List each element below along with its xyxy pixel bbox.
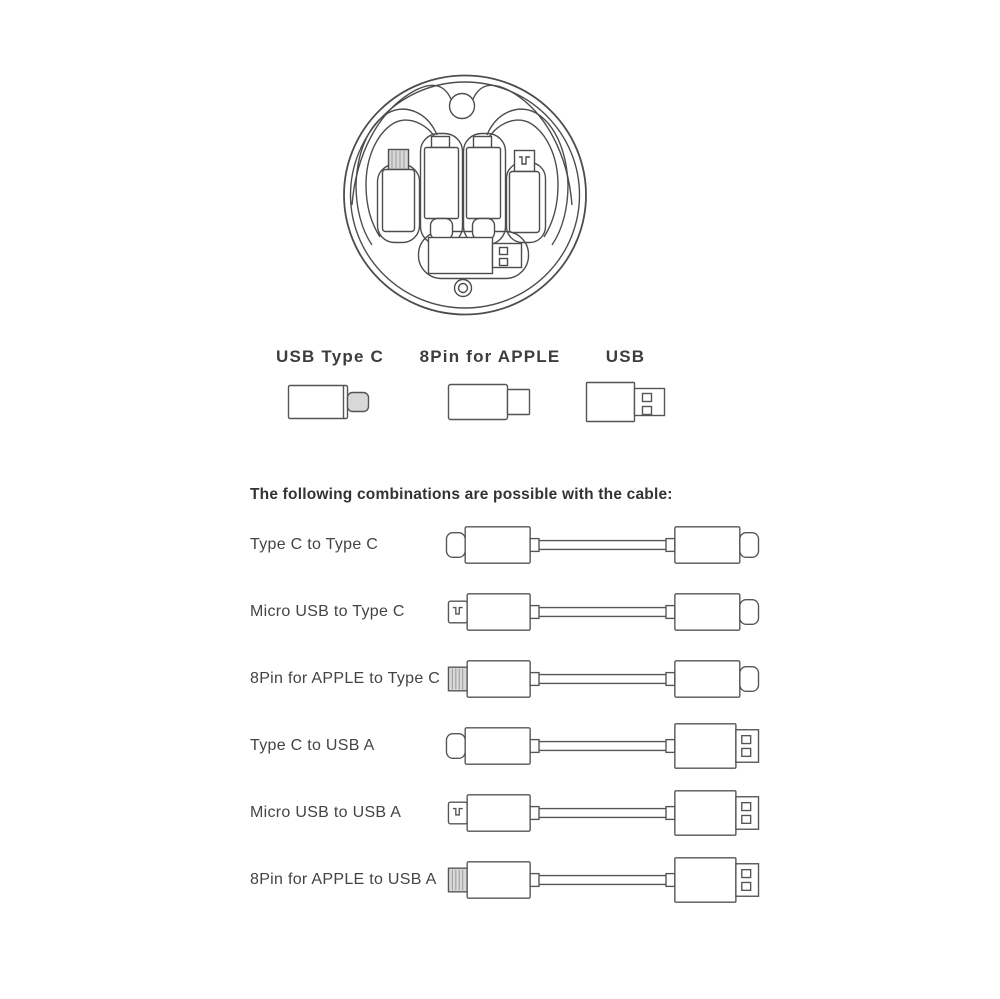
combination-row-2 [0,578,1000,645]
adapter-label: 8Pin for APPLE [419,347,561,366]
combination-row-1 [0,511,1000,578]
adapter-usb-type-c [265,346,395,428]
cable-typec-to-typec-icon [445,521,760,569]
adapter-8pin-apple [420,346,560,428]
combination-row-6 [0,846,1000,913]
8pin-apple-adapter-icon [435,376,545,428]
case-bottom-ring [455,280,472,297]
usb-type-c-adapter-icon [275,376,385,428]
cable-case-diagram [342,73,592,319]
case-top-hole [450,94,475,119]
micro-usb-connector-icon [510,151,540,233]
combination-row-5 [0,779,1000,846]
adapters-row [0,346,1000,436]
combination-label: Type C to Type C [250,536,379,553]
adapter-label: USB [605,347,646,366]
combination-row-3 [0,645,1000,712]
cable-typec-to-usba-icon [445,722,760,770]
cable-lightning-to-typec-icon [445,655,760,703]
cable-micro-to-typec-icon [445,588,760,636]
usb-a-adapter-icon [576,376,676,428]
combination-label: Micro USB to Type C [250,603,405,620]
combination-label: 8Pin for APPLE to USB A [250,871,437,888]
adapter-usb [578,346,673,428]
combinations-heading: The following combinations are possible with the cable: [250,486,673,503]
combination-label: 8Pin for APPLE to Type C [250,670,441,687]
cable-lightning-to-usba-icon [445,856,760,904]
cable-micro-to-usba-icon [445,789,760,837]
usb-a-connector-icon [429,238,522,274]
combination-label: Type C to USB A [250,737,375,754]
adapter-label: USB Type C [275,347,385,366]
combination-row-4 [0,712,1000,779]
combination-label: Micro USB to USB A [250,804,402,821]
